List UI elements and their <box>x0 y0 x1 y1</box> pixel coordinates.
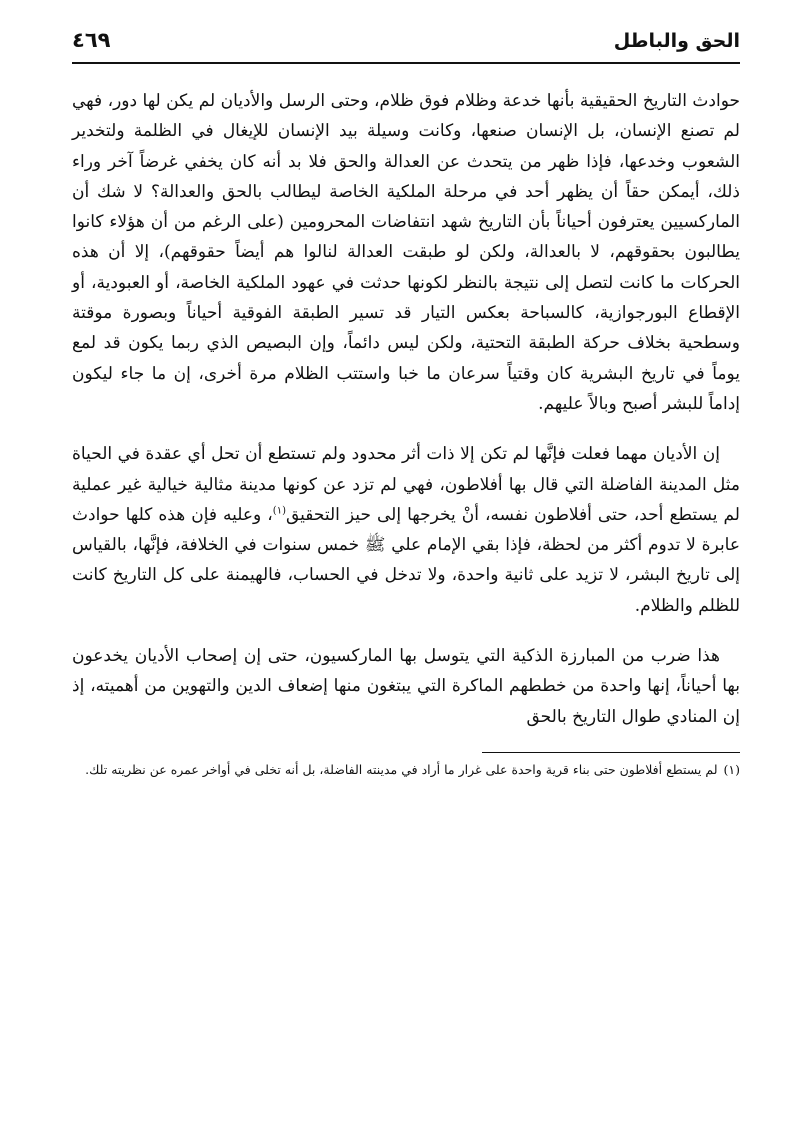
footnote-marker: (١) <box>723 761 740 777</box>
paragraph-3: هذا ضرب من المبارزة الذكية التي يتوسل بها الماركسيون، حتى إن إصحاب الأديان يخدعون بها أحياناً، إنها واحدة من خططهم الماكرة التي يبتغون منها إضعاف الدين والتهوين من أهميته، إذ إن المنادي طوال التاريخ بالحق <box>72 646 740 727</box>
footnote <box>72 759 740 781</box>
book-page <box>72 26 740 1126</box>
footnote-divider <box>482 752 740 753</box>
footnote-text: لم يستطع أفلاطون حتى بناء قرية واحدة على غرار ما أراد في مدينته الفاضلة، بل أنه تخلى في أواخر عمره عن نظريته تلك. <box>85 761 718 777</box>
body-text <box>72 86 740 732</box>
paragraph-2 <box>72 439 740 621</box>
running-header-title: الحق والباطل <box>613 30 740 52</box>
running-header <box>72 26 740 64</box>
paragraph-1: حوادث التاريخ الحقيقية بأنها خدعة وظلام فوق ظلام، وحتى الرسل والأديان لم يكن لها دور، فهي لم تصنع الإنسان، بل الإنسان صنعها، وكانت وسيلة بيد الإنسان للإيغال في الظلمة ولتخدير الشعوب وخدعها، فإذا ظهر من يتحدث عن العدالة والحق فلا بد أنه كان يخفي غرضاً آخر وراء ذلك، أيمكن حقاً أن يظهر أحد في مرحلة الملكية الخاصة ليطالب بالحق والعدالة؟ لا شك أن الماركسيين يعترفون أحياناً بأن التاريخ شهد انتفاضات المحرومين (على الرغم من أن هؤلاء كانوا يطالبون بحقوقهم، لا بالعدالة، ولكن لو طبقت العدالة لنالوا هم أيضاً حقوقهم)، إلا أن هذه الحركات ما كانت لتصل إلى نتيجة بالنظر لكونها حدثت في عهود الملكية الخاصة، أو العبودية، أو الإقطاع البورجوازية، كالسباحة بعكس التيار قد تسير الطبقة الفوقية أحياناً وبصورة موقتة وسطحية بخلاف حركة الطبقة التحتية، ولكن ليس دائماً، وإن البصيص الذي ربما يكون قد لمع يوماً في تاريخ البشرية كان وقتياً سرعان ما خبا واستتب الظلام مرة أخرى، إن ما جاء ليكون إداماً للبشر أصبح وبالاً عليهم. <box>72 91 740 414</box>
page-number: ٤٦٩ <box>72 28 111 52</box>
paragraph-2-text-after-note: ، وعليه فإن هذه كلها حوادث عابرة لا تدوم أكثر من لحظة، فإذا بقي الإمام علي ﷺ خمس سنوات في الخلافة، فإنَّها، بالقياس إلى تاريخ البشر، لا تزيد على ثانية واحدة، ولا تدخل في الحساب، فالهيمنة على كل التاريخ كانت للظلم والظلام. <box>72 504 740 616</box>
footnote-reference: (١) <box>272 505 286 517</box>
paragraph-2-text-before-note: إن الأديان مهما فعلت فإنَّها لم تكن إلا ذات أثر محدود ولم تستطع أن تحل أي عقدة في الحياة مثل المدينة الفاضلة التي قال بها أفلاطون، فهي لم تزد عن كونها مدينة مثالية خيالية غير عملية لم يستطع أحد، حتى أفلاطون نفسه، أنْ يخرجها إلى حيز التحقيق <box>72 444 740 525</box>
